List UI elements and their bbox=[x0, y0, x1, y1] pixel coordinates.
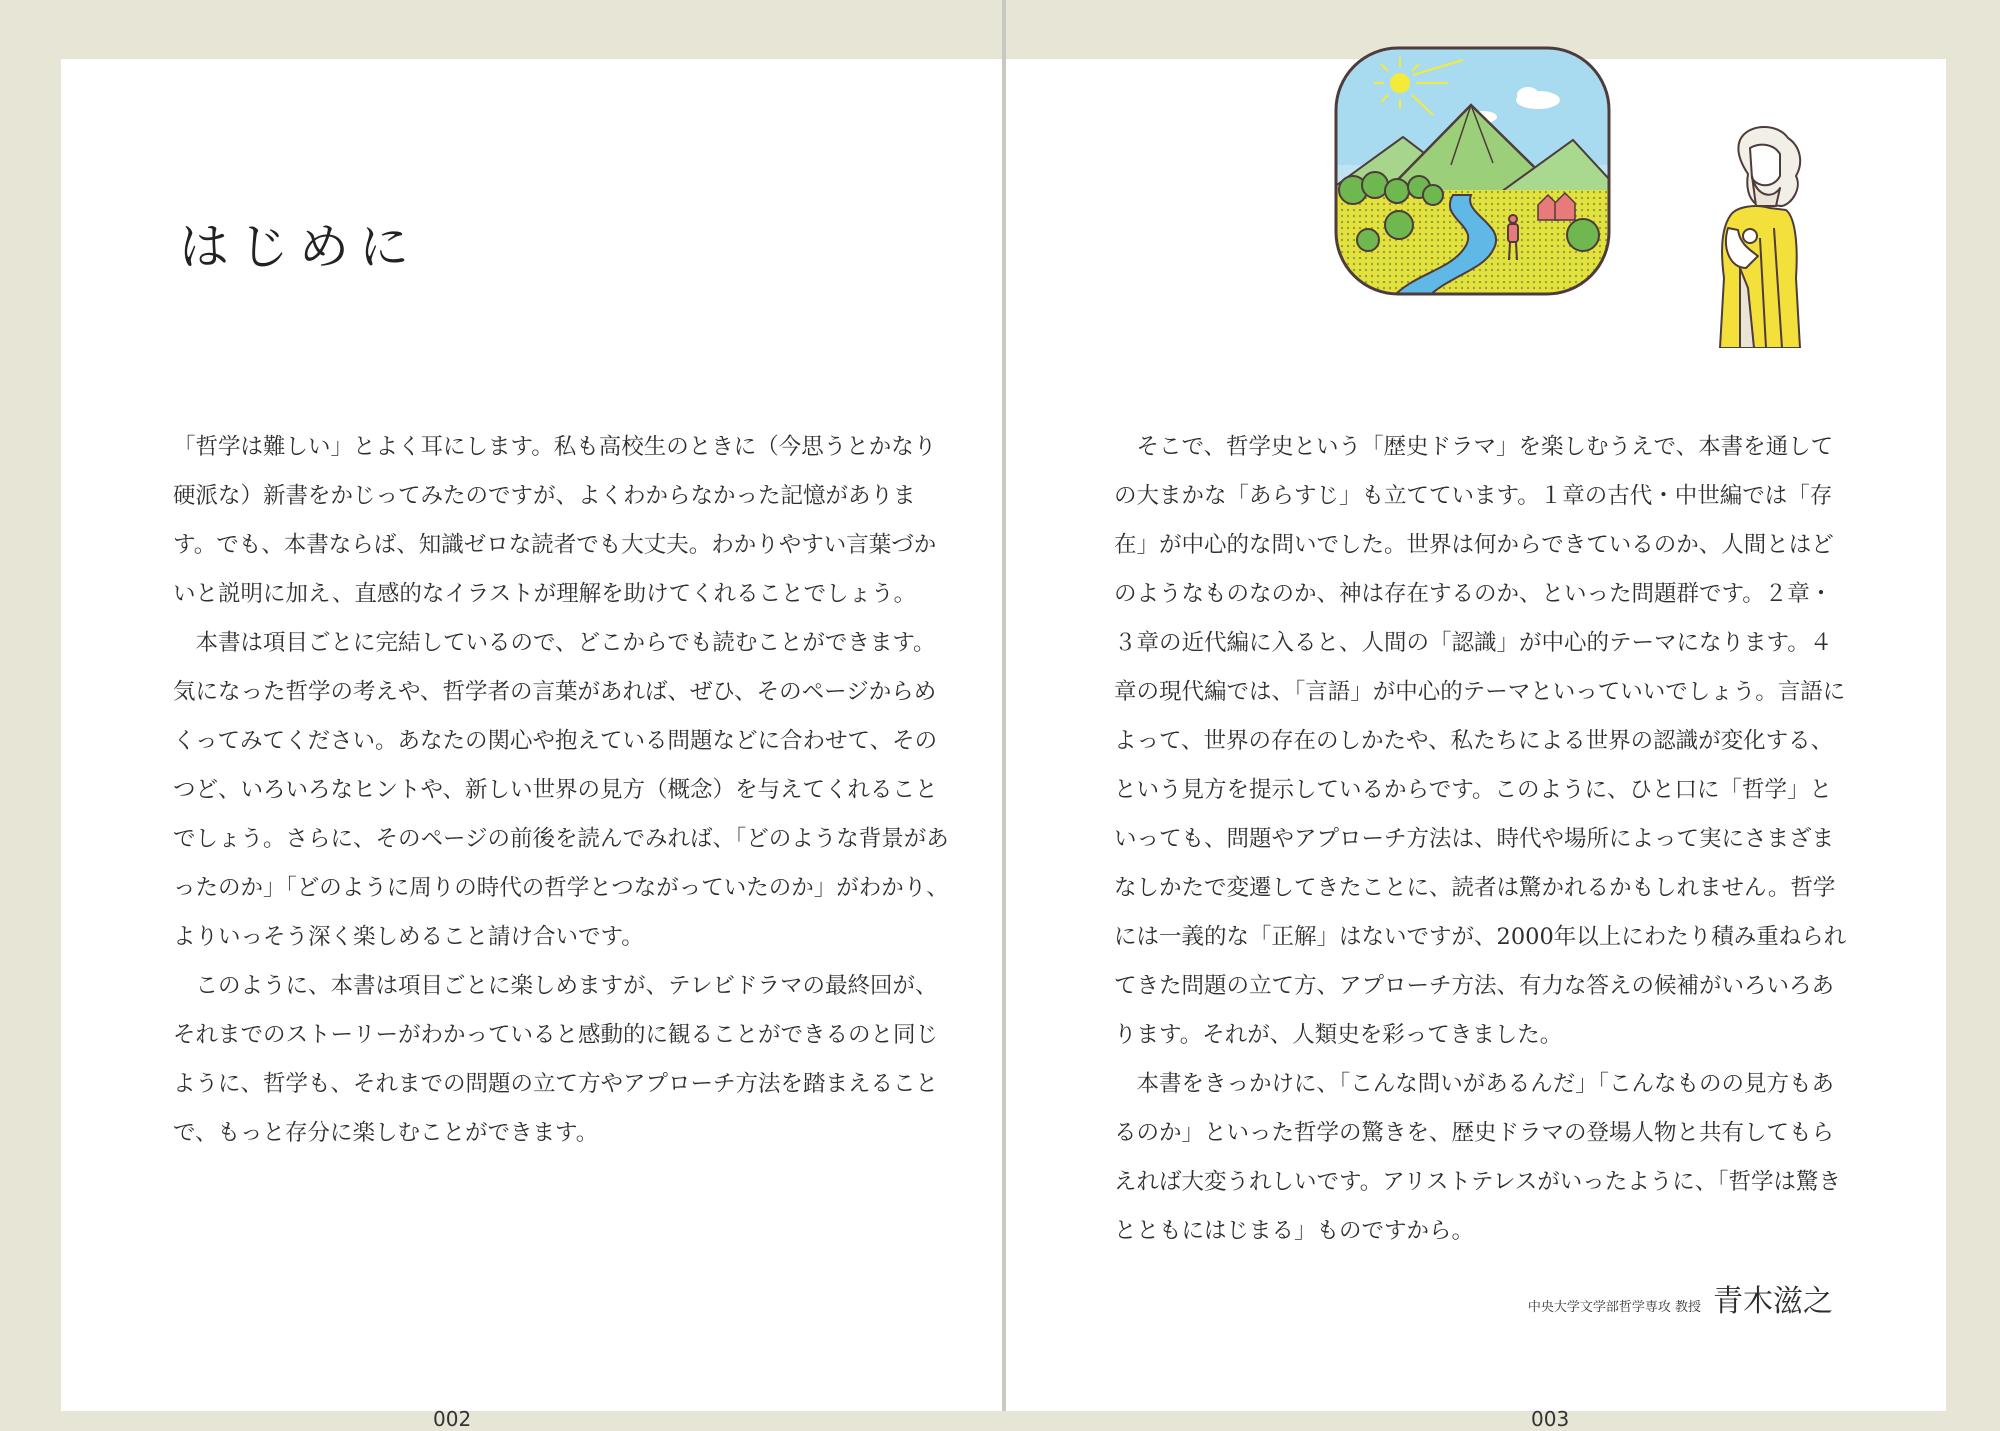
paragraph: そこで、哲学史という「歴史ドラマ」を楽しむうえで、本書を通しての大まかな「あらすじ」も立てています。１章の古代・中世編では「存在」が中心的な問いでした。世界は何からできているのか、人間とはどのようなものなのか、神は存在するのか、といった問題群です。２章・３章の近代編に入ると、人間の「認識」が中心的テーマになります。４章の現代編では、「言語」が中心的テーマといっていいでしょう。言語によって、世界の存在のしかたや、私たちによる世界の認識が変化する、という見方を提示しているからです。このように、ひと口に「哲学」といっても、問題やアプローチ方法は、時代や場所によって実にさまざまなしかたで変遷してきたことに、読者は驚かれるかもしれません。哲学には一義的な「正解」はないですが、2000年以上にわたり積み重ねられてきた問題の立て方、アプローチ方法、有力な答えの候補がいろいろあります。それが、人類史を彩ってきました。 bbox=[1114, 434, 1847, 1048]
paragraph: 本書は項目ごとに完結しているので、どこからでも読むことができます。気になった哲学の考えや、哲学者の言葉があれば、ぜひ、そのページからめくってみてください。あなたの関心や抱えている問題などに合わせて、そのつど、いろいろなヒントや、新しい世界の見方（概念）を与えてくれることでしょう。さらに、そのページの前後を読んでみれば、「どのような背景があったのか」「どのように周りの時代の哲学とつながっていたのか」がわかり、よりいっそう深く楽しめること請け合いです。 bbox=[173, 630, 949, 950]
left-page bbox=[61, 59, 1002, 1431]
paragraph: このように、本書は項目ごとに楽しめますが、テレビドラマの最終回が、それまでのストーリーがわかっていると感動的に観ることができるのと同じように、哲学も、それまでの問題の立て方やアプローチ方法を踏まえることで、もっと存分に楽しむことができます。 bbox=[173, 973, 939, 1146]
left-body-text bbox=[173, 423, 953, 1158]
author-signature bbox=[1528, 1276, 1833, 1320]
page-number-left: 002 bbox=[433, 1407, 472, 1431]
landscape-illustration bbox=[1333, 45, 1612, 297]
paragraph: 「哲学は難しい」とよく耳にします。私も高校生のときに（今思うとかなり硬派な）新書をかじってみたのですが、よくわからなかった記憶があります。でも、本書ならば、知識ゼロな読者でも大丈夫。わかりやすい言葉づかいと説明に加え、直感的なイラストが理解を助けてくれることでしょう。 bbox=[173, 434, 937, 607]
right-body-text bbox=[1114, 423, 1854, 1256]
paragraph: 本書をきっかけに、「こんな問いがあるんだ」「こんなものの見方もあるのか」といった哲学の驚きを、歴史ドラマの登場人物と共有してもらえれば大変うれしいです。アリストテレスがいったように、「哲学は驚きとともにはじまる」ものですから。 bbox=[1114, 1071, 1841, 1244]
page-title: はじめに bbox=[179, 218, 419, 276]
philosopher-illustration bbox=[1700, 118, 1820, 348]
author-name: 青木滋之 bbox=[1713, 1284, 1833, 1319]
page-number-right: 003 bbox=[1531, 1407, 1570, 1431]
author-affiliation: 中央大学文学部哲学専攻 教授 bbox=[1527, 1300, 1701, 1315]
